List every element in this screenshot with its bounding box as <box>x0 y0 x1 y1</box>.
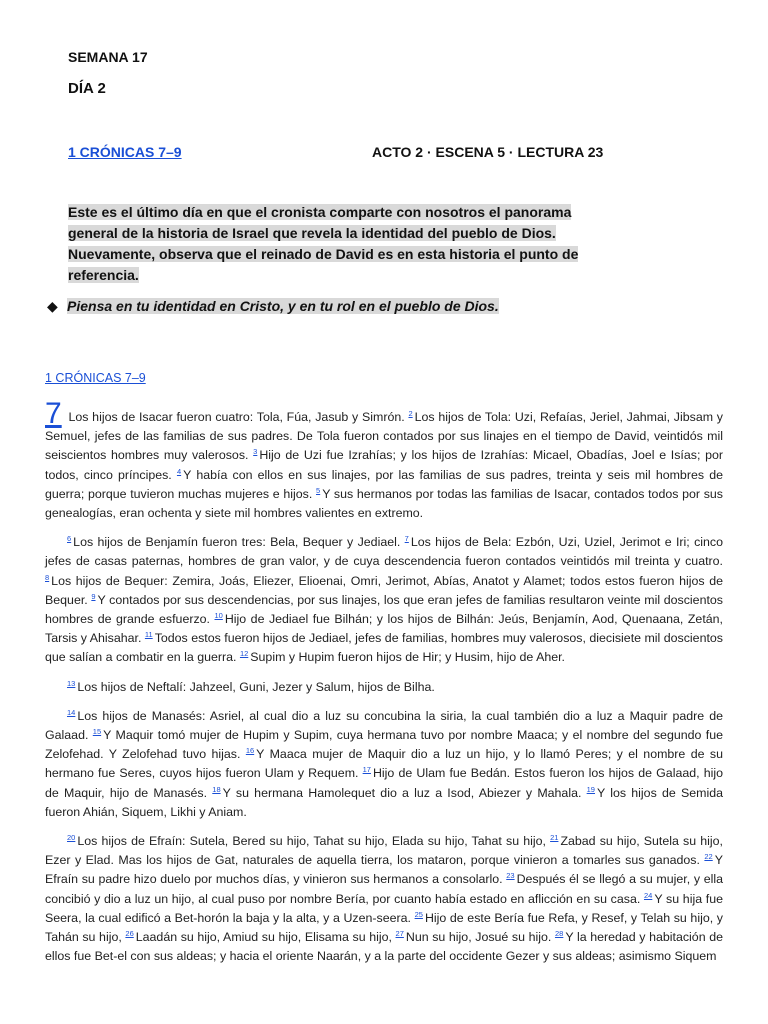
intro-paragraph <box>68 202 588 286</box>
verse-number-link[interactable]: 20 <box>67 833 76 843</box>
verse-text: Los hijos de Tola: Uzi, Refaías, Jeriel, Jahmai, Jibsam y Semuel, jefes de las familias de sus padres. De Tola fueron contados por sus linajes en el tiempo de David, veintidós mil seiscientos hombres muy valerosos. <box>45 410 723 463</box>
scripture-paragraph <box>45 707 723 822</box>
verse-text: Y Maaca mujer de Maquir dio a luz un hijo, y lo llamó Peres; y el nombre de su hermano fue Seres, cuyos hijos fueron Ulam y Requem. <box>45 747 723 781</box>
verse-text: Después él se llegó a su mujer, y ella concibió y dio a luz un hijo, al cual puso por nombre Bería, por cuanto había estado en aflicción en su casa. <box>45 872 723 906</box>
verse-number-link[interactable]: 22 <box>704 852 713 862</box>
verse-number-link[interactable]: 23 <box>506 871 515 881</box>
verse-number-link[interactable]: 24 <box>643 890 653 900</box>
verse-text: Y Efraín su padre hizo duelo por muchos días, y vinieron sus hermanos a consolarlo. <box>45 853 723 887</box>
verse-text: Supim y Hupim fueron hijos de Hir; y Husim, hijo de Aher. <box>250 650 566 665</box>
reading-link[interactable]: 1 CRÓNICAS 7–9 <box>68 144 182 160</box>
verse-text: Hijo de Uzi fue Izrahías; y los hijos de Izrahías: Micael, Obadías, Joel e Isías; por todos, cinco príncipes. <box>45 448 723 482</box>
verse-text: Nun su hijo, Josué su hijo. <box>405 930 552 945</box>
verse-number-link[interactable]: 25 <box>414 909 423 919</box>
verse-number-link[interactable]: 9 <box>91 591 96 601</box>
verse-number-link[interactable]: 19 <box>586 784 595 794</box>
verse-number-link[interactable]: 4 <box>176 466 182 476</box>
verse-number-link[interactable]: 21 <box>550 833 559 843</box>
scripture-text <box>45 397 723 976</box>
verse-text: Y sus hermanos por todas las familias de Isacar, contados todos por sus genealogías, eran ochenta y siete mil hombres valientes en extremo. <box>45 486 723 521</box>
verse-text: Los hijos de Benjamín fueron tres: Bela, Bequer y Jediael. <box>73 535 401 550</box>
verse-text: Los hijos de Bela: Ezbón, Uzi, Uziel, Jerimot e Iri; cinco jefes de casas paternas, hombres de gran valor, y de cuya descendencia fueron contados veintidós mil treinta y cuatro. <box>45 535 723 569</box>
intro-text: Este es el último día en que el cronista comparte con nosotros el panorama general de la historia de Israel que revela la identidad del pueblo de Dios. Nuevamente, observa que el reinado de David es en esta historia el punto de referencia. <box>68 204 579 283</box>
verse-number-link[interactable]: 2 <box>408 409 413 418</box>
verse-number-link[interactable]: 7 <box>404 534 409 544</box>
verse-text: Los hijos de Manasés: Asriel, al cual dio a luz su concubina la siria, la cual también dio a luz a Maquir padre de Galaad. <box>45 708 723 743</box>
week-label: SEMANA 17 <box>68 49 148 65</box>
verse-text: Y los hijos de Semida fueron Ahián, Siquem, Likhi y Aniam. <box>45 785 723 819</box>
verse-text: Hijo de Ulam fue Bedán. Estos fueron los hijos de Galaad, hijo de Maquir, hijo de Manasés. <box>45 766 723 800</box>
verse-number-link[interactable]: 27 <box>395 929 404 939</box>
verse-text: Y Maquir tomó mujer de Hupim y Supim, cuya hermana tuvo por nombre Maaca; y el nombre del segundo fue Zelofehad. Y Zelofehad tuvo hijas. <box>45 728 723 762</box>
scripture-paragraph <box>45 397 723 523</box>
verse-number-link[interactable]: 10 <box>214 611 223 621</box>
verse-text: Hijo de este Bería fue Refa, y Resef, y Telah su hijo, y Tahán su hijo, <box>45 910 723 945</box>
verse-text: Y la heredad y habitación de ellos fue Bet-el con sus aldeas; y hacia el oriente Naarán, y a la parte del occidente Gezer y sus aldeas; asimismo Siquem <box>45 930 723 964</box>
verse-text: Los hijos de Neftalí: Jahzeel, Guni, Jezer y Salum, hijos de Bilha. <box>77 679 435 694</box>
verse-text: Los hijos de Isacar fueron cuatro: Tola, Fúa, Jasub y Simrón. <box>68 410 405 424</box>
scripture-paragraph <box>45 678 723 697</box>
verse-text: Zabad su hijo, Sutela su hijo, Ezer y Elad. Mas los hijos de Gat, naturales de aquella tierra, los mataron, porque vinieron a tomarles sus ganados. <box>45 834 723 868</box>
scripture-section-link[interactable]: 1 CRÓNICAS 7–9 <box>45 371 146 385</box>
verse-text: Y su hermana Hamolequet dio a luz a Isod, Abiezer y Mahala. <box>222 785 582 800</box>
scripture-paragraph <box>45 533 723 667</box>
verse-number-link[interactable]: 12 <box>239 649 249 659</box>
verse-number-link[interactable]: 26 <box>125 929 134 939</box>
verse-number-link[interactable]: 17 <box>362 765 371 775</box>
day-label: DÍA 2 <box>68 80 106 97</box>
verse-text: Y su hija fue Seera, la cual edificó a Bet-horón la baja y la alta, y a Uzen-seera. <box>45 891 723 925</box>
verse-text: Todos estos fueron hijos de Jediael, jefes de familias, hombres muy valerosos, diecisiete mil doscientos que salían a combatir en la guerra. <box>45 631 723 665</box>
diamond-bullet-icon: ◆ <box>47 298 58 314</box>
act-scene-label: ACTO 2 · ESCENA 5 · LECTURA 23 <box>372 144 604 160</box>
verse-number-link[interactable]: 6 <box>67 534 72 544</box>
verse-text: Los hijos de Bequer: Zemira, Joás, Eliezer, Elioenai, Omri, Jerimot, Abías, Anatot y Alamet; todos estos fueron hijos de Bequer. <box>45 573 723 607</box>
verse-number-link[interactable]: 5 <box>316 485 321 495</box>
verse-number-link[interactable]: 8 <box>45 572 50 582</box>
verse-text: Y contados por sus descendencias, por sus linajes, los que eran jefes de familias resultaron veinte mil doscientos hombres de grande esfuerzo. <box>45 592 723 627</box>
verse-number-link[interactable]: 11 <box>144 630 153 640</box>
verse-number-link[interactable]: 28 <box>554 929 564 939</box>
verse-text: Y había con ellos en sus linajes, por las familias de sus padres, treinta y seis mil hombres de guerra; porque tuvieron muchas mujeres e hijos. <box>45 467 723 501</box>
chapter-number-link[interactable]: 7 <box>45 397 62 430</box>
verse-number-link[interactable]: 14 <box>67 707 76 717</box>
verse-text: Hijo de Jediael fue Bilhán; y los hijos de Bilhán: Jeús, Benjamín, Aod, Quenaana, Zetán, Tarsis y Ahisahar. <box>45 612 723 646</box>
scripture-paragraph <box>45 832 723 966</box>
reflection-text: Piensa en tu identidad en Cristo, y en tu rol en el pueblo de Dios. <box>67 298 499 314</box>
verse-text: Los hijos de Efraín: Sutela, Bered su hijo, Tahat su hijo, Elada su hijo, Tahat su hijo, <box>77 834 546 849</box>
verse-number-link[interactable]: 3 <box>253 447 258 457</box>
verse-number-link[interactable]: 18 <box>212 784 221 794</box>
verse-number-link[interactable]: 15 <box>92 727 102 737</box>
reflection-prompt <box>47 298 587 315</box>
verse-number-link[interactable]: 13 <box>67 678 76 688</box>
verse-text: Laadán su hijo, Amiud su hijo, Elisama su hijo, <box>135 930 392 945</box>
verse-number-link[interactable]: 16 <box>245 746 255 756</box>
